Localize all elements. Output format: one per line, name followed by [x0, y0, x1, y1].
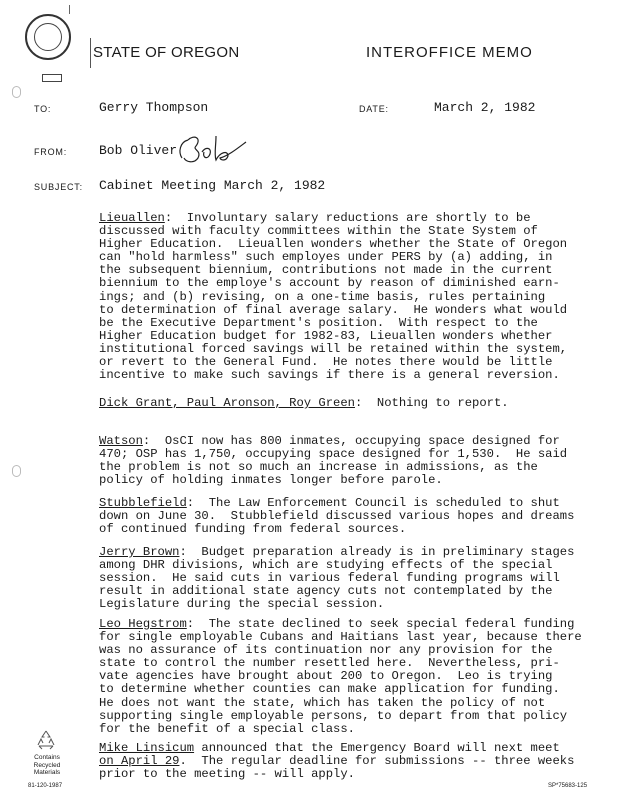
body-line: supporting single employable persons, to depart from that policy	[99, 708, 568, 723]
form-number-left: 81-120-1987	[28, 783, 63, 789]
body-line: can "hold harmless" such employes under PERS by (a) adding, in	[99, 250, 553, 265]
body-line: Higher Education budget for 1982-83, Lieuallen wonders whether	[99, 328, 553, 343]
body-line: biennium to the employe's account by reason of diminished earn-	[99, 276, 560, 291]
date-label: DATE:	[359, 104, 389, 114]
date-value: March 2, 1982	[434, 100, 536, 115]
state-seal-icon	[25, 14, 71, 60]
from-label: FROM:	[34, 147, 67, 157]
body-line: He does not want the state, which has taken the policy of not	[99, 695, 546, 710]
body-line: policy of holding inmates longer before parole.	[99, 473, 443, 488]
body-line: : Nothing to report.	[354, 396, 509, 410]
body-line: to determine whether counties can make application for funding.	[99, 682, 560, 697]
body-line: Higher Education. Lieuallen wonders whether the State of Oregon	[99, 237, 568, 252]
punch-hole	[12, 465, 21, 477]
body-line: . The regular deadline for submissions -- three weeks	[179, 754, 575, 769]
body-line: Legislature during the special session.	[99, 597, 385, 612]
body-line: the problem is not so much an increase in admissions, as the	[99, 460, 538, 475]
signature-icon	[172, 128, 252, 170]
paragraph-watson	[99, 435, 589, 487]
recycle-icon	[34, 728, 58, 752]
paragraph-lieuallen	[99, 212, 589, 382]
body-line: discussed with faculty committees within the State System of	[99, 224, 538, 239]
punch-hole	[12, 86, 21, 98]
to-label: TO:	[34, 104, 52, 114]
body-line: institutional forced savings will be retained within the system,	[99, 341, 568, 356]
subject-value: Cabinet Meeting March 2, 1982	[99, 178, 326, 193]
subject-label: SUBJECT:	[34, 182, 83, 192]
to-value: Gerry Thompson	[99, 100, 209, 115]
speaker-name: Stubblefield	[99, 496, 187, 510]
speaker-name: Jerry Brown	[99, 545, 180, 559]
body-line: ings; and (b) revising, on a one-time basis, rules pertaining	[99, 289, 546, 304]
body-line: among DHR divisions, which are studying effects of the special	[99, 558, 553, 573]
body-line: to determination of final average salary. He wonders what would	[99, 302, 568, 317]
speaker-name: Dick Grant, Paul Aronson, Roy Green	[99, 396, 355, 410]
paragraph-stubblefield	[99, 497, 589, 536]
body-line: prior to the meeting -- will apply.	[99, 767, 355, 782]
body-line: state to control the number resettled here. Nevertheless, pri-	[99, 656, 560, 671]
speaker-name: Mike Linsicum	[99, 741, 195, 755]
body-line: for single employable Cubans and Haitians last year, because there	[99, 630, 582, 645]
from-value: Bob Oliver	[99, 143, 178, 158]
speaker-name: Watson	[99, 434, 143, 448]
letterhead-divider	[90, 38, 91, 68]
body-line: session. He said cuts in various federal funding programs will	[99, 571, 560, 586]
paragraph-leo-hegstrom	[99, 618, 589, 736]
document-type: INTEROFFICE MEMO	[366, 44, 533, 61]
body-line: the subsequent biennium, contributions not made in the current	[99, 263, 553, 278]
body-line: result in additional state agency cuts not contemplated by the	[99, 584, 553, 599]
body-line: be the Executive Department's position. With respect to the	[99, 315, 538, 330]
body-line: announced that the Emergency Board will next meet	[194, 741, 560, 755]
speaker-name: Lieuallen	[99, 211, 165, 225]
body-line: : Involuntary salary reductions are shortly to be	[164, 211, 531, 225]
form-number-right: SP*75683-125	[548, 783, 588, 789]
body-line: vate agencies have brought about 200 to Oregon. Leo is trying	[99, 669, 553, 684]
agency-name: STATE OF OREGON	[93, 44, 240, 61]
paragraph-mike-linsicum	[99, 742, 589, 781]
paragraph-jerry-brown	[99, 546, 589, 611]
body-line: incentive to make such savings if there is a general reversion.	[99, 368, 560, 383]
body-line: down on June 30. Stubblefield discussed various hopes and dreams	[99, 509, 575, 524]
body-line: : The state declined to seek special federal funding	[186, 617, 575, 631]
margin-tick	[69, 5, 70, 14]
body-line: or revert to the General Fund. He notes there would be little	[99, 355, 553, 370]
body-line: for the benefit of a special class.	[99, 721, 355, 736]
body-line: : The Law Enforcement Council is scheduled to shut	[186, 496, 560, 510]
speaker-name: Leo Hegstrom	[99, 617, 187, 631]
body-line: of continued funding from federal sources.	[99, 522, 407, 537]
body-line: 470; OSP has 1,750, occupying space designed for 1,530. He said	[99, 447, 568, 462]
paragraph-no-report	[99, 397, 589, 410]
body-line: : Budget preparation already is in preliminary stages	[179, 545, 575, 559]
recycled-notice: Contains Recycled Materials	[33, 754, 61, 776]
meeting-date: on April 29	[99, 754, 180, 769]
body-line: : OsCI now has 800 inmates, occupying space designed for	[142, 434, 560, 448]
body-line: was no assurance of its continuation nor any provision for the	[99, 643, 553, 658]
